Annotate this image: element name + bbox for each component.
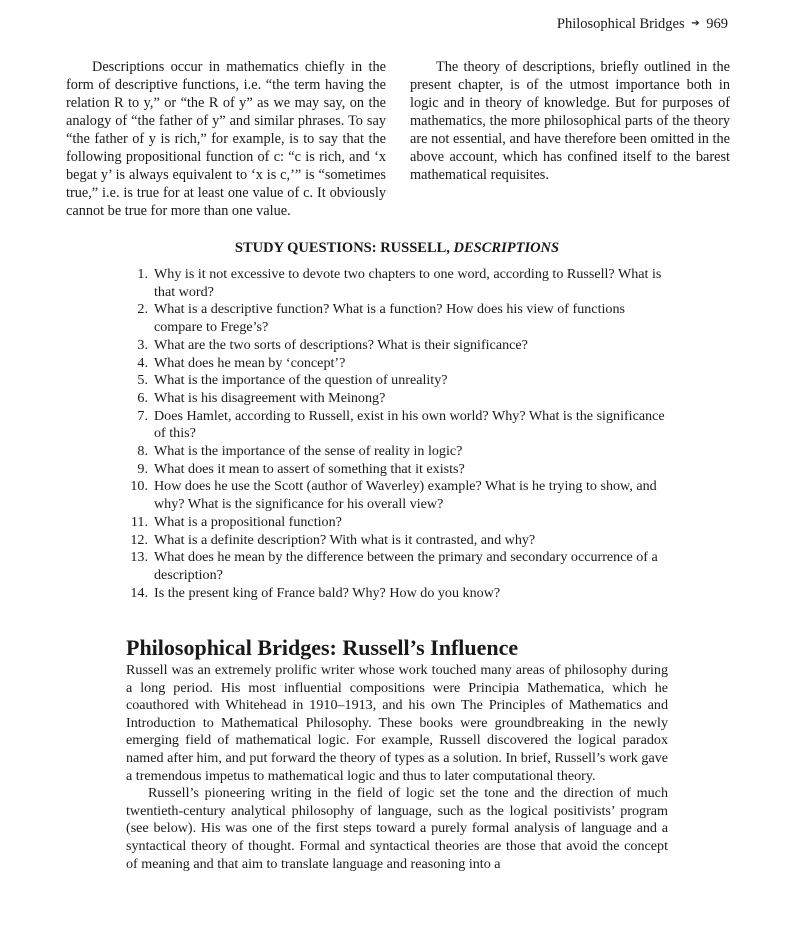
- study-question-item: [126, 390, 670, 408]
- study-questions-title-italic: DESCRIPTIONS: [453, 240, 560, 256]
- study-question-item: [126, 514, 670, 532]
- study-questions-title: [0, 240, 794, 257]
- right-paragraph: The theory of descriptions, briefly outlined in the present chapter, is of the utmost importance both in logic and in theory of knowledge. But for purposes of mathematics, the more philosophical parts of the theory are not essential, and have therefore been omitted in the above account, which has confined itself to the barest mathematical requisites.: [410, 59, 730, 183]
- question-number: 4.: [137, 354, 148, 371]
- question-text: How does he use the Scott (author of Waverley) example? What is he trying to show, and why? What is the significance for his overall view?: [154, 478, 657, 513]
- arrow-icon: ➔: [691, 18, 700, 29]
- right-column: [410, 58, 730, 184]
- question-text: What are the two sorts of descriptions? What is their significance?: [154, 336, 528, 353]
- left-paragraph: Descriptions occur in mathematics chiefly in the form of descriptive functions, i.e. “the term having the relation R to y,” or “the R of y” as we may say, on the analogy of “the father of y” and similar phrases. To say “the father of y is rich,” for example, is to say that the following propositional function of c: “c is rich, and ‘x begat y’ is always equivalent to ‘x is c,’” is “sometimes true,” i.e. is true for at least one value of c. It obviously cannot be true for more than one value.: [66, 59, 386, 219]
- page-number: 969: [706, 16, 728, 32]
- running-header: [557, 16, 728, 33]
- study-questions-title-prefix: STUDY QUESTIONS: RUSSELL,: [234, 240, 454, 256]
- body-paragraph: Russell’s pioneering writing in the field of logic set the tone and the direction of much twentieth-century analytical philosophy of language, such as the logical positivists’ program (see below). His was one of the first steps toward a purely formal analysis of language and a syntactical theory of thought. Formal and syntactical theories are those that avoid the concept of meaning and that aim to translate language and reasoning into a: [126, 785, 668, 872]
- question-text: Why is it not excessive to devote two chapters to one word, according to Russell? What is that word?: [154, 266, 662, 300]
- question-number: 3.: [137, 336, 148, 353]
- question-text: What is a propositional function?: [154, 513, 342, 530]
- question-number: 1.: [137, 266, 148, 282]
- question-text: Does Hamlet, according to Russell, exist in his own world? Why? What is the significance of this?: [154, 407, 665, 442]
- question-text: What does it mean to assert of something that it exists?: [154, 460, 465, 477]
- body-paragraph: Russell was an extremely prolific writer whose work touched many areas of philosophy during a long period. His most influential compositions were Principia Mathematica, which he coauthored with Whitehead in 1910–1913, and his own The Principles of Mathematics and Introduction to Mathematical Philosophy. These books were groundbreaking in the newly emerging field of mathematical logic. For example, Russell discovered the logical paradox named after him, and put forward the theory of types as a solution. In brief, Russell’s work gave a tremendous impetus to mathematical logic and thus to later computational theory.: [126, 662, 668, 784]
- question-text: What is a definite description? With what is it contrasted, and why?: [154, 531, 536, 548]
- question-number: 10.: [130, 478, 148, 495]
- study-question-item: [126, 337, 670, 355]
- question-number: 14.: [130, 584, 148, 601]
- question-text: Is the present king of France bald? Why? How do you know?: [154, 584, 501, 601]
- study-question-item: [126, 443, 670, 461]
- study-question-item: [126, 478, 670, 513]
- question-text: What is a descriptive function? What is a function? How does his view of functions compare to Frege’s?: [154, 301, 625, 336]
- study-question-item: [126, 408, 670, 443]
- study-question-item: [126, 266, 670, 301]
- question-text: What is the importance of the sense of reality in logic?: [154, 443, 463, 460]
- study-questions-list: [126, 266, 670, 602]
- study-question-item: [126, 372, 670, 390]
- study-question-item: [126, 549, 670, 584]
- study-question-item: [126, 461, 670, 479]
- study-question-item: [126, 585, 670, 603]
- study-question-item: [126, 355, 670, 373]
- question-number: 6.: [137, 389, 148, 406]
- question-text: What does he mean by ‘concept’?: [154, 354, 346, 371]
- question-number: 8.: [137, 443, 148, 460]
- question-text: What is the importance of the question of unreality?: [154, 372, 448, 389]
- question-text: What is his disagreement with Meinong?: [154, 389, 386, 406]
- question-number: 2.: [137, 301, 148, 318]
- question-number: 12.: [130, 531, 148, 548]
- question-number: 5.: [137, 372, 148, 389]
- section-title: Philosophical Bridges: Russell’s Influence: [126, 635, 519, 660]
- left-column: [66, 58, 386, 220]
- question-number: 9.: [137, 460, 148, 477]
- section-body: [126, 662, 668, 873]
- question-number: 7.: [137, 407, 148, 424]
- question-number: 11.: [130, 513, 148, 530]
- study-question-item: [126, 301, 670, 336]
- question-number: 13.: [130, 549, 148, 566]
- question-text: What does he mean by the difference between the primary and secondary occurrence of a description?: [154, 549, 658, 583]
- study-question-item: [126, 532, 670, 550]
- running-title: Philosophical Bridges: [556, 16, 685, 32]
